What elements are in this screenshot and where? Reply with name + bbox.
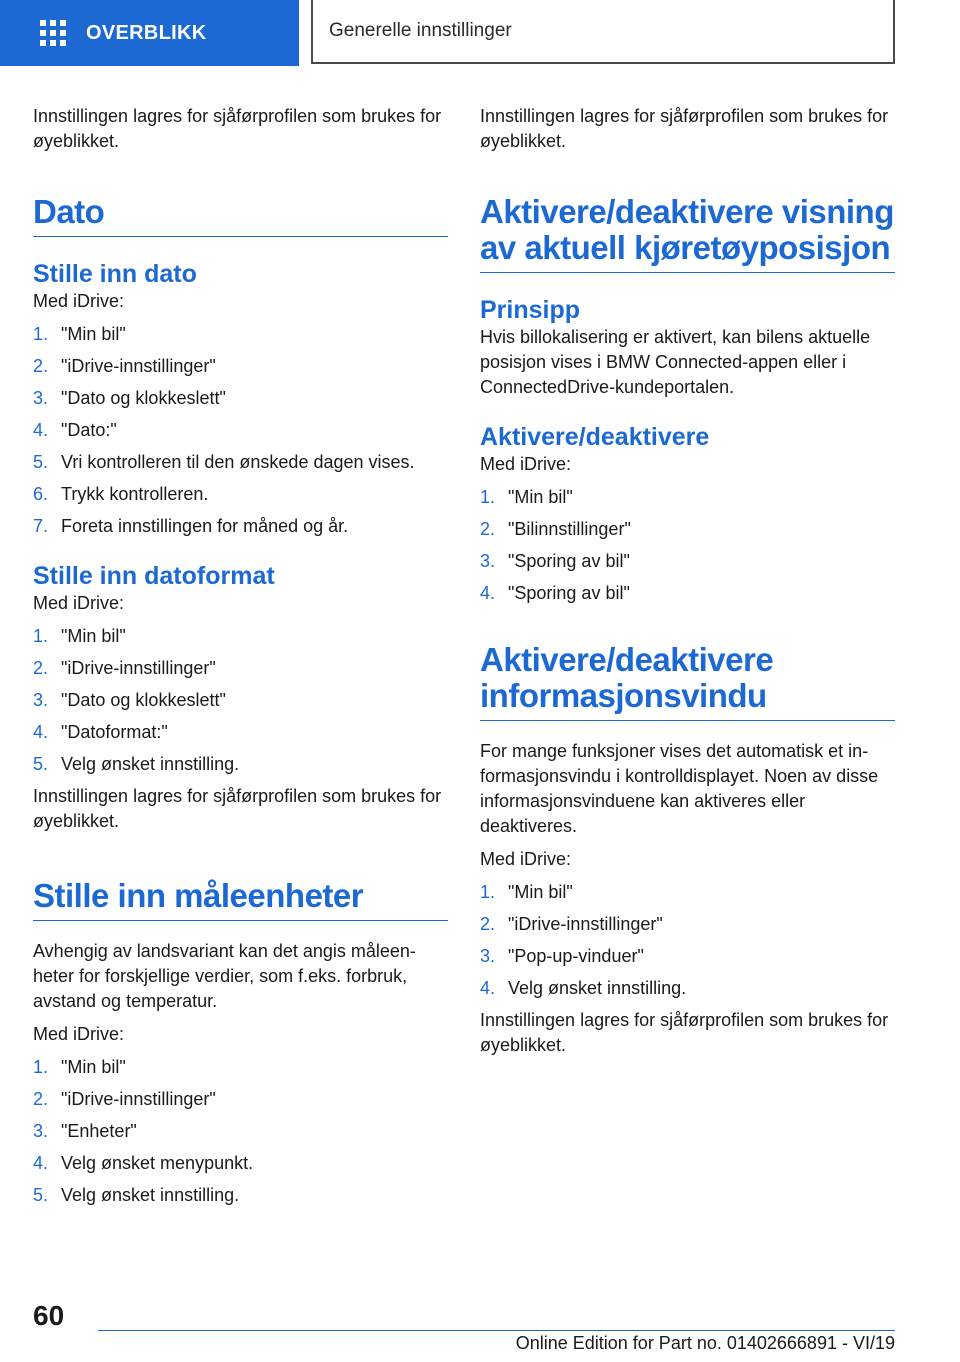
list-item <box>480 944 895 969</box>
list-item <box>33 418 448 443</box>
step-text: "Min bil" <box>508 882 573 902</box>
step-text: "Min bil" <box>508 487 573 507</box>
list-item <box>33 1183 448 1208</box>
list-item <box>480 485 895 510</box>
overview-button[interactable] <box>0 0 299 66</box>
step-text: "Sporing av bil" <box>508 583 630 603</box>
info-body: For mange funksjoner vises det automatisk et informasjonsvindu i kontrolldisplayet. Noen av disse informasjonsvinduene kan aktiveres eller deaktiveres. <box>480 741 879 836</box>
step-number: 3. <box>480 551 496 571</box>
step-number: 1. <box>480 882 496 902</box>
step-number: 3. <box>33 690 49 710</box>
list-item <box>33 1151 448 1176</box>
date-format-steps <box>33 624 448 777</box>
page-number: 60 <box>33 1300 65 1331</box>
grid-menu-icon <box>40 20 66 46</box>
list-item <box>480 549 895 574</box>
step-number: 2. <box>33 1089 49 1109</box>
info-lead: Med iDrive: <box>480 849 572 869</box>
step-number: 3. <box>33 1121 49 1141</box>
step-text: Velg ønsket innstilling. <box>61 1185 240 1205</box>
intro-note: Innstillingen lagres for sjåførprofilen som brukes for øyeblikket. <box>33 106 442 151</box>
step-number: 2. <box>480 519 496 539</box>
step-number: 6. <box>33 484 49 504</box>
step-text: "iDrive-innstillinger" <box>508 914 663 934</box>
step-number: 1. <box>480 487 496 507</box>
footer-divider <box>98 1330 895 1331</box>
list-item <box>33 720 448 745</box>
step-text: "Datoformat:" <box>61 722 168 742</box>
step-number: 1. <box>33 1057 49 1077</box>
principle-body: Hvis billokalisering er aktivert, kan bilens aktuelle posisjon vises i BMW Connected-appen eller i ConnectedDrive-kundeportalen. <box>480 327 871 397</box>
list-item <box>33 482 448 507</box>
step-text: "Enheter" <box>61 1121 137 1141</box>
units-lead: Med iDrive: <box>33 1024 125 1044</box>
step-number: 5. <box>33 1185 49 1205</box>
list-item <box>33 624 448 649</box>
info-steps <box>480 880 895 1001</box>
step-text: "Min bil" <box>61 324 126 344</box>
units-body: Avhengig av landsvariant kan det angis måleenheter for forskjellige verdier, som f.eks. forbruk, avstand og temperatur. <box>33 941 416 1011</box>
list-item <box>33 688 448 713</box>
step-number: 1. <box>33 626 49 646</box>
info-note: Innstillingen lagres for sjåførprofilen som brukes for øyeblikket. <box>480 1010 889 1055</box>
list-item <box>33 450 448 475</box>
heading-vehicle-position: Aktivere/deaktivere visning av aktuell kjøretøyposisjon <box>480 194 895 273</box>
section-title: Generelle innstillinger <box>311 0 895 64</box>
step-number: 2. <box>480 914 496 934</box>
step-number: 2. <box>33 356 49 376</box>
list-item <box>33 752 448 777</box>
step-text: "Bilinnstillinger" <box>508 519 631 539</box>
step-number: 7. <box>33 516 49 536</box>
right-column <box>480 104 895 1058</box>
page-header <box>0 0 960 66</box>
step-number: 5. <box>33 452 49 472</box>
heading-set-date: Stille inn dato <box>33 260 197 288</box>
step-text: Foreta innstillingen for måned og år. <box>61 516 349 536</box>
set-date-steps <box>33 322 448 539</box>
step-number: 4. <box>33 420 49 440</box>
list-item <box>33 514 448 539</box>
step-text: Velg ønsket innstilling. <box>61 754 240 774</box>
step-text: "Dato og klokkeslett" <box>61 690 226 710</box>
list-item <box>33 1055 448 1080</box>
activate-steps <box>480 485 895 606</box>
step-text: Vri kontrolleren til den ønskede dagen vises. <box>61 452 415 472</box>
list-item <box>480 581 895 606</box>
step-number: 1. <box>33 324 49 344</box>
step-text: Velg ønsket menypunkt. <box>61 1153 254 1173</box>
step-number: 5. <box>33 754 49 774</box>
step-text: Trykk kontrolleren. <box>61 484 209 504</box>
step-number: 4. <box>33 722 49 742</box>
step-number: 3. <box>33 388 49 408</box>
edition-info: Online Edition for Part no. 01402666891 - VI/19 <box>515 1333 895 1353</box>
step-text: "Min bil" <box>61 626 126 646</box>
activate-lead: Med iDrive: <box>480 454 572 474</box>
heading-units: Stille inn måleenheter <box>33 878 448 921</box>
step-text: "Min bil" <box>61 1057 126 1077</box>
step-text: "iDrive-innstillinger" <box>61 1089 216 1109</box>
list-item <box>480 517 895 542</box>
set-date-lead: Med iDrive: <box>33 291 125 311</box>
list-item <box>33 386 448 411</box>
date-format-lead: Med iDrive: <box>33 593 125 613</box>
step-text: "Dato og klokkeslett" <box>61 388 226 408</box>
units-steps <box>33 1055 448 1208</box>
heading-date-format: Stille inn datoformat <box>33 562 275 590</box>
step-number: 4. <box>480 978 496 998</box>
step-text: Velg ønsket innstilling. <box>508 978 687 998</box>
step-number: 2. <box>33 658 49 678</box>
list-item <box>480 912 895 937</box>
left-column <box>33 104 448 1215</box>
heading-info-window: Aktivere/deaktivere informasjonsvindu <box>480 642 895 721</box>
heading-principle: Prinsipp <box>480 296 581 324</box>
step-text: "Sporing av bil" <box>508 551 630 571</box>
step-number: 4. <box>33 1153 49 1173</box>
step-number: 3. <box>480 946 496 966</box>
list-item <box>480 880 895 905</box>
step-text: "iDrive-innstillinger" <box>61 356 216 376</box>
date-format-note: Innstillingen lagres for sjåførprofilen som brukes for øyeblikket. <box>33 786 442 831</box>
list-item <box>480 976 895 1001</box>
list-item <box>33 656 448 681</box>
step-text: "Pop-up-vinduer" <box>508 946 644 966</box>
overview-label: OVERBLIKK <box>86 21 207 44</box>
heading-activate: Aktivere/deaktivere <box>480 423 710 451</box>
list-item <box>33 1087 448 1112</box>
step-text: "Dato:" <box>61 420 117 440</box>
step-number: 4. <box>480 583 496 603</box>
list-item <box>33 354 448 379</box>
list-item <box>33 1119 448 1144</box>
list-item <box>33 322 448 347</box>
heading-dato: Dato <box>33 194 448 237</box>
step-text: "iDrive-innstillinger" <box>61 658 216 678</box>
intro-note-right: Innstillingen lagres for sjåførprofilen som brukes for øyeblikket. <box>480 106 889 151</box>
